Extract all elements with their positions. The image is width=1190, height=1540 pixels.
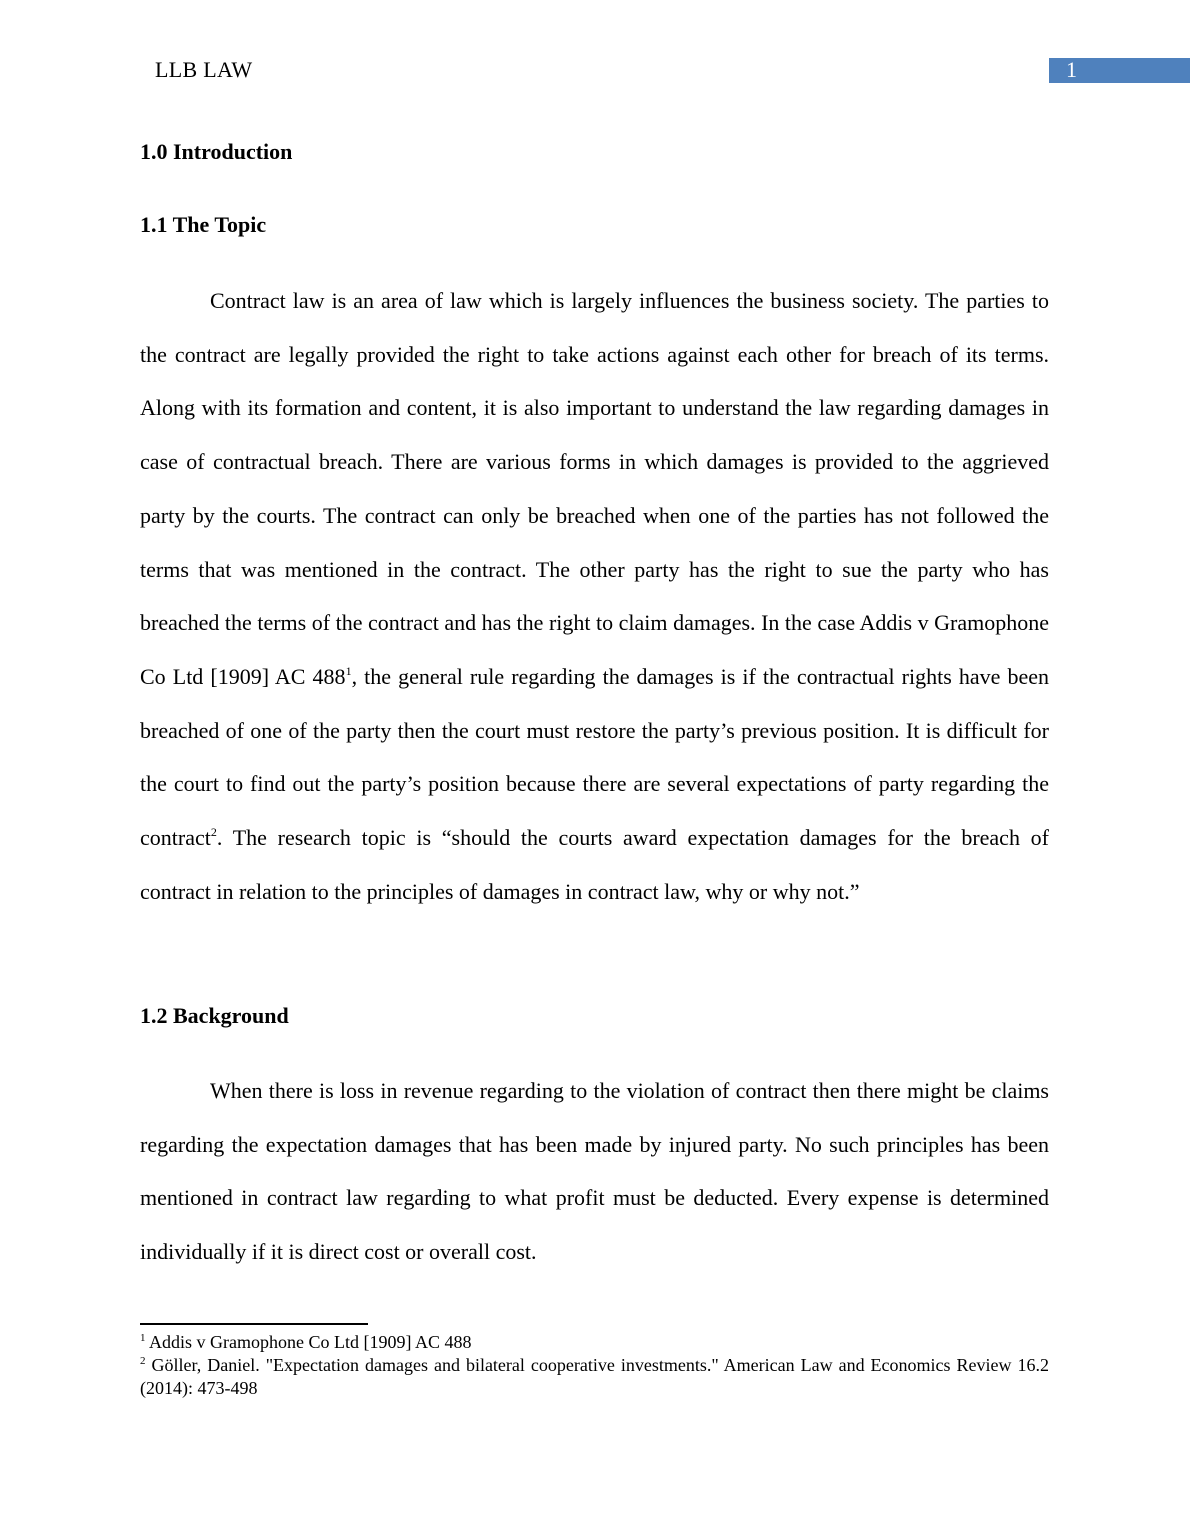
footnotes — [140, 1331, 1049, 1400]
footnote-mark: 1 — [140, 1332, 146, 1344]
footnote-reference-2: 2 — [210, 825, 217, 840]
topic-paragraph-text-3: . The research topic is “should the courts award expectation damages for the breach of contract in relation to the principles of damages in contract law, why or why not.” — [140, 825, 1049, 904]
running-header-title: LLB LAW — [155, 57, 253, 82]
page-number-bar — [1049, 58, 1190, 83]
footnote-text: Göller, Daniel. "Expectation damages and bilateral cooperative investments." American Law and Economics Review 16.2 (2014): 473-498 — [140, 1355, 1049, 1398]
section-heading-background: 1.2 Background — [140, 1003, 289, 1028]
footnote-mark: 2 — [140, 1355, 146, 1367]
topic-paragraph-text-2: , the general rule regarding the damages is if the contractual rights have been breached of one of the party then the court must restore the party’s previous position. It is difficult for the court to find out the party’s position because there are several expectations of party regarding the contract — [140, 663, 1049, 851]
footnote-1 — [140, 1331, 1049, 1354]
footnote-separator — [140, 1323, 368, 1325]
background-paragraph: When there is loss in revenue regarding to the violation of contract then there might be claims regarding the expectation damages that has been made by injured party. No such principles has been mentioned in contract law regarding to what profit must be deducted. Every expense is determined individually if it is direct cost or overall cost. — [140, 1078, 1049, 1265]
page-number: 1 — [1066, 57, 1077, 82]
section-heading-topic: 1.1 The Topic — [140, 212, 267, 237]
footnote-reference-1: 1 — [345, 663, 352, 678]
footnote-text: Addis v Gramophone Co Ltd [1909] AC 488 — [145, 1332, 472, 1352]
topic-paragraph — [140, 274, 1049, 918]
footnote-2 — [140, 1354, 1049, 1400]
section-heading-introduction: 1.0 Introduction — [140, 139, 293, 164]
topic-paragraph-text-1: Contract law is an area of law which is largely influences the business society. The parties to the contract are legally provided the right to take actions against each other for breach of its terms. Along with its formation and content, it is also important to understand the law regarding damages in case of contractual breach. There are various forms in which damages is provided to the aggrieved party by the courts. The contract can only be breached when one of the parties has not followed the terms that was mentioned in the contract. The other party has the right to sue the party who has breached the terms of the contract and has the right to claim damages. In the case Addis v Gramophone Co Ltd [1909] AC 488 — [140, 288, 1049, 689]
